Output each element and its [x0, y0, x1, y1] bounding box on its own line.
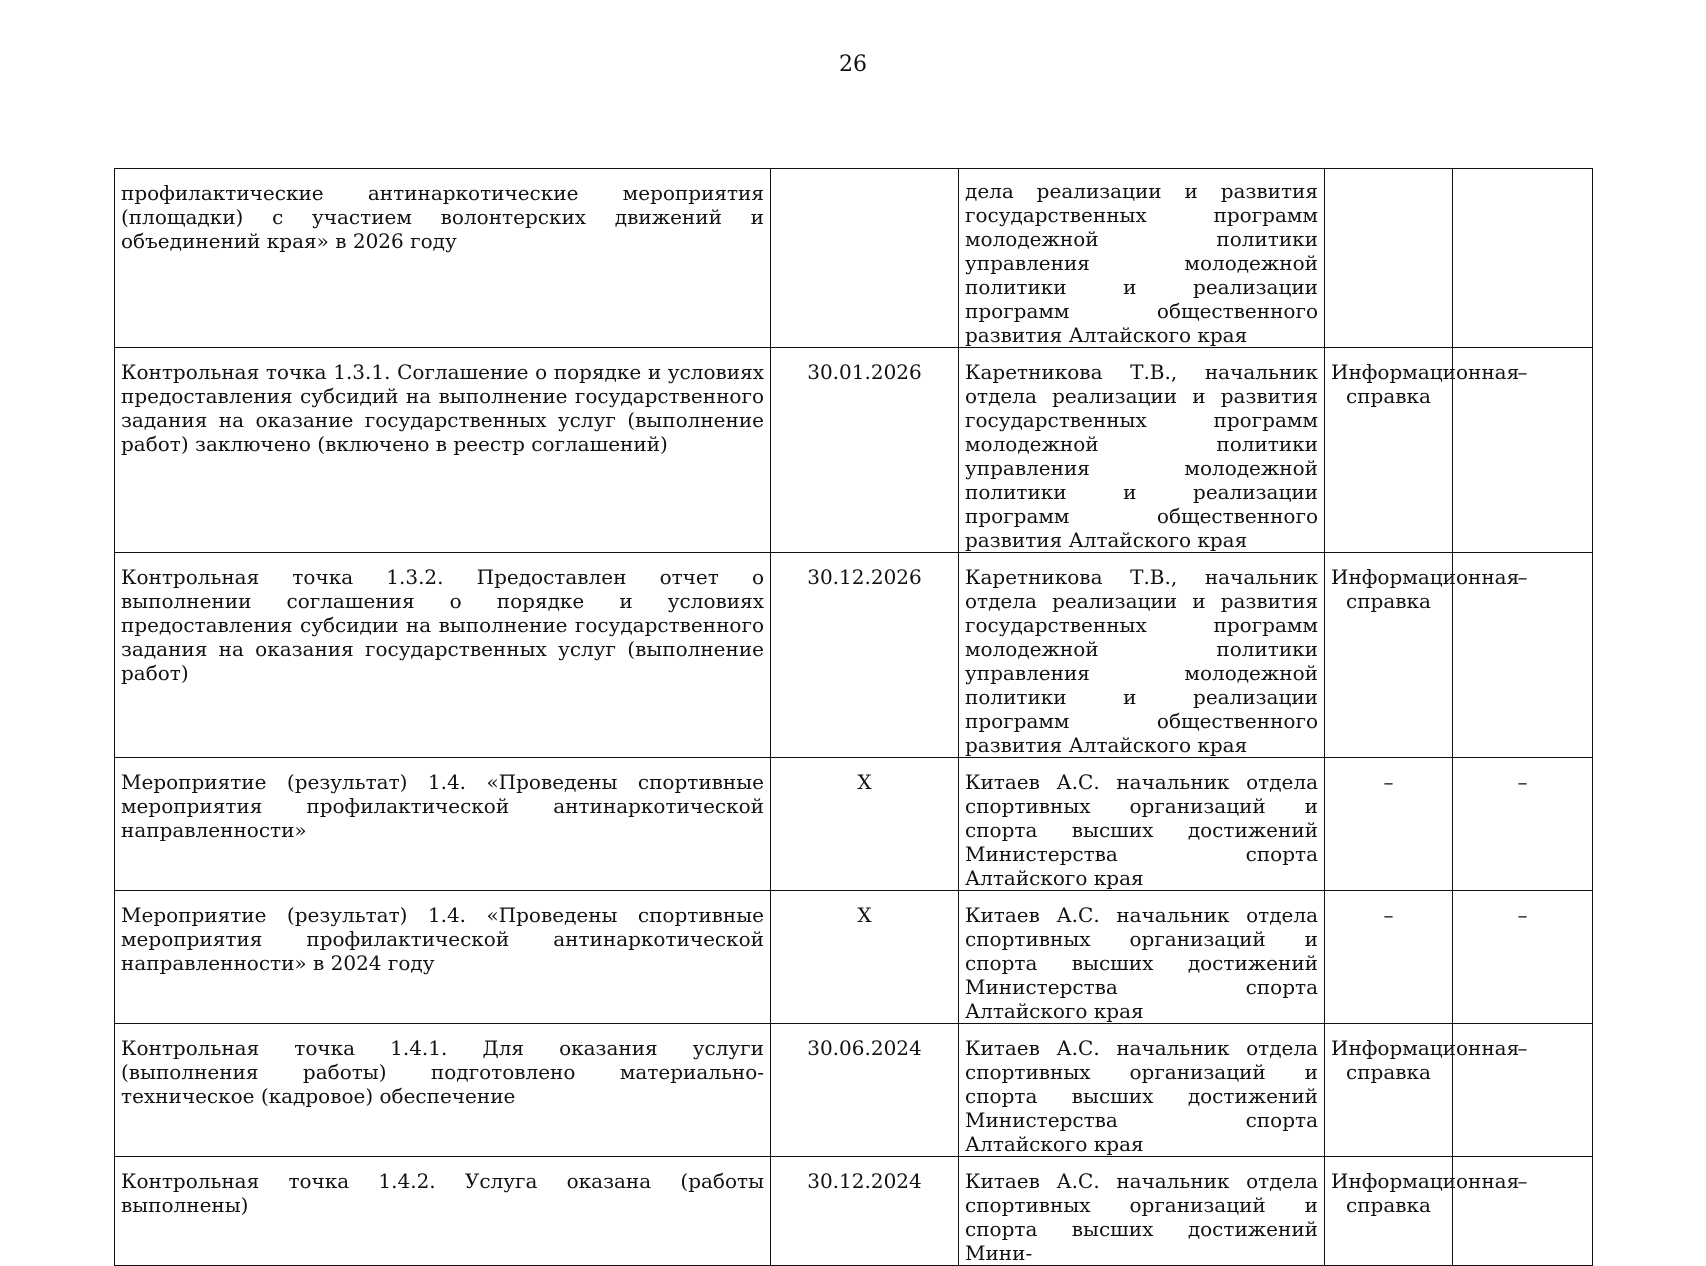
row-responsible: Китаев А.С. начальник отдела спортивных организаций и спорта высших достижений Мини-	[959, 1157, 1325, 1266]
row-info: –	[1453, 1157, 1593, 1266]
row-document: Информационная справка	[1325, 1157, 1453, 1266]
row-description: Контрольная точка 1.4.2. Услуга оказана (работы выполнены)	[115, 1157, 771, 1266]
row-info: –	[1453, 758, 1593, 891]
row-description: Контрольная точка 1.4.1. Для оказания услуги (выполнения работы) подготовлено материально-техническое (кадровое) обеспечение	[115, 1024, 771, 1157]
row-document: Информационная справка	[1325, 553, 1453, 758]
row-description: Мероприятие (результат) 1.4. «Проведены спортивные мероприятия профилактической антинаркотической направленности» в 2024 году	[115, 891, 771, 1024]
row-description: Мероприятие (результат) 1.4. «Проведены спортивные мероприятия профилактической антинаркотической направленности»	[115, 758, 771, 891]
row-date: 30.12.2026	[771, 553, 959, 758]
table-row	[115, 553, 1593, 758]
table-row	[115, 1157, 1593, 1266]
row-date: X	[771, 758, 959, 891]
row-responsible: Китаев А.С. начальник отдела спортивных организаций и спорта высших достижений Министерства спорта Алтайского края	[959, 1024, 1325, 1157]
row-description: профилактические антинаркотические мероприятия (площадки) с участием волонтерских движений и объединений края» в 2026 году	[115, 169, 771, 348]
row-info	[1453, 169, 1593, 348]
row-document	[1325, 169, 1453, 348]
table-row	[115, 169, 1593, 348]
row-info: –	[1453, 553, 1593, 758]
table-row	[115, 891, 1593, 1024]
row-document: Информационная справка	[1325, 1024, 1453, 1157]
row-responsible: Китаев А.С. начальник отдела спортивных организаций и спорта высших достижений Министерства спорта Алтайского края	[959, 891, 1325, 1024]
page-number: 26	[839, 52, 867, 77]
row-responsible: Каретникова Т.В., начальник отдела реализации и развития государственных программ молодежной политики управления молодежной политики и реализации программ общественного развития Алтайского края	[959, 348, 1325, 553]
row-info: –	[1453, 891, 1593, 1024]
row-date: 30.06.2024	[771, 1024, 959, 1157]
row-description: Контрольная точка 1.3.2. Предоставлен отчет о выполнении соглашения о порядке и условиях предоставления субсидии на выполнение государственного задания на оказания государственных услуг (выполнение работ)	[115, 553, 771, 758]
row-description: Контрольная точка 1.3.1. Соглашение о порядке и условиях предоставления субсидий на выполнение государственного задания на оказание государственных услуг (выполнение работ) заключено (включено в реестр соглашений)	[115, 348, 771, 553]
row-document: –	[1325, 891, 1453, 1024]
table-row	[115, 348, 1593, 553]
row-document: Информационная справка	[1325, 348, 1453, 553]
row-document: –	[1325, 758, 1453, 891]
row-date: 30.12.2024	[771, 1157, 959, 1266]
row-date: X	[771, 891, 959, 1024]
row-date: 30.01.2026	[771, 348, 959, 553]
row-responsible: Каретникова Т.В., начальник отдела реализации и развития государственных программ молодежной политики управления молодежной политики и реализации программ общественного развития Алтайского края	[959, 553, 1325, 758]
row-responsible: Китаев А.С. начальник отдела спортивных организаций и спорта высших достижений Министерства спорта Алтайского края	[959, 758, 1325, 891]
row-responsible: дела реализации и развития государственных программ молодежной политики управления молодежной политики и реализации программ общественного развития Алтайского края	[959, 169, 1325, 348]
table-row	[115, 1024, 1593, 1157]
row-info: –	[1453, 348, 1593, 553]
table-row	[115, 758, 1593, 891]
row-info: –	[1453, 1024, 1593, 1157]
row-date	[771, 169, 959, 348]
control-points-table	[114, 168, 1593, 1266]
